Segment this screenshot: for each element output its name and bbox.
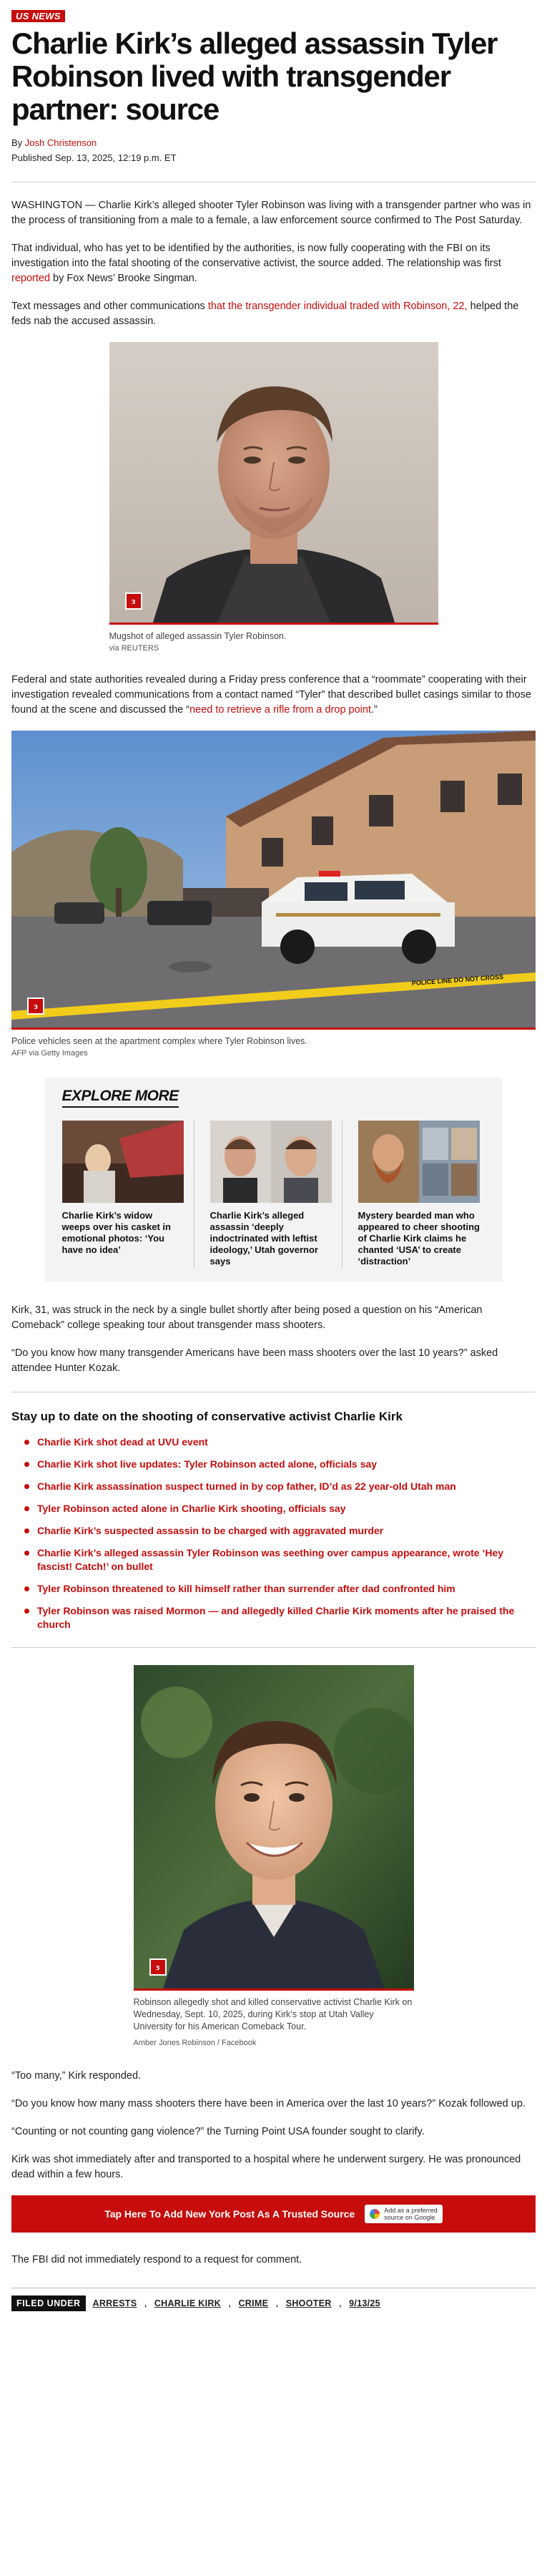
explore-card[interactable] <box>210 1121 343 1267</box>
paragraph: Kirk was shot immediately after and transported to a hospital where he underwent surgery. He was pronounced dead within a few hours. <box>11 2154 521 2180</box>
section-tag[interactable]: US NEWS <box>11 10 65 22</box>
update-link[interactable]: Charlie Kirk’s suspected assassin to be charged with aggravated murder <box>24 1524 536 1538</box>
author-link[interactable]: Josh Christenson <box>24 137 97 148</box>
paragraph: “Do you know how many transgender Americans have been mass shooters over the last 10 years?” asked attendee Hunter Kozak. <box>11 1347 498 1374</box>
inline-link[interactable]: need to retrieve a rifle from a drop point <box>189 704 371 716</box>
paragraph <box>11 241 536 286</box>
filed-under-label: FILED UNDER <box>11 2296 86 2311</box>
photo-credit: AFP via Getty Images <box>11 1049 88 1058</box>
published-date: Published Sep. 13, 2025, 12:19 p.m. ET <box>11 152 177 163</box>
headline: Charlie Kirk’s alleged assassin Tyler Robinson lived with transgender partner: source <box>11 26 498 126</box>
explore-card[interactable] <box>358 1121 486 1267</box>
live-updates-title: Stay up to date on the shooting of conservative activist Charlie Kirk <box>11 1410 403 1423</box>
explore-card-title[interactable]: Charlie Kirk’s widow weeps over his casket in emotional photos: ‘You have no idea’ <box>61 1210 171 1255</box>
paragraph-text: by Fox News’ Brooke Singman. <box>50 273 197 284</box>
widow-casket-image <box>62 1121 184 1203</box>
tag-link[interactable]: CRIME <box>238 2298 269 2308</box>
paragraph: WASHINGTON — Charlie Kirk’s alleged shooter Tyler Robinson was living with a transgender partner who was in the process of transitioning from a male to a female, a law enforcement source confirmed to The Post Saturday. <box>11 200 531 226</box>
explore-more-module <box>45 1078 503 1282</box>
mugshot-photo[interactable] <box>109 342 438 625</box>
google-preferred-badge[interactable] <box>365 2205 443 2223</box>
tag-separator: , <box>275 2297 279 2309</box>
paragraph: “Counting or not counting gang violence?” the Turning Point USA founder sought to clarify. <box>11 2126 425 2137</box>
byline <box>11 137 536 148</box>
explore-more-title: EXPLORE MORE <box>62 1088 179 1108</box>
paragraph: “Do you know how many mass shooters there have been in America over the last 10 years?” Kozak followed up. <box>11 2098 526 2109</box>
inline-link[interactable]: that the transgender individual traded with Robinson, 22, <box>207 301 468 312</box>
paragraph-text: Federal and state authorities revealed during a Friday press conference that a “roommate” cooperating with their investigation revealed communications from a contact named “Tyler” that described bullet casings similar to those found at the scene and discussed the “ <box>11 674 531 716</box>
update-link[interactable]: Charlie Kirk assassination suspect turned in by cop father, ID’d as 22 year-old Utah man <box>24 1480 536 1493</box>
paragraph-text: .” <box>370 704 378 716</box>
tag-separator: , <box>228 2297 232 2309</box>
live-updates-module <box>11 1410 536 1631</box>
tag-link[interactable]: SHOOTER <box>285 2298 332 2308</box>
explore-grid <box>62 1121 486 1267</box>
update-link[interactable]: Tyler Robinson threatened to kill himself rather than surrender after dad confronted him <box>24 1582 536 1596</box>
tag-link[interactable]: CHARLIE KIRK <box>154 2298 222 2308</box>
explore-thumbnail[interactable] <box>358 1121 480 1203</box>
explore-card-title[interactable]: Mystery bearded man who appeared to cheer shooting of Charlie Kirk claims he chanted ‘USA’ to create ‘distraction’ <box>358 1210 480 1267</box>
post-logo-icon: ɜ <box>27 997 44 1015</box>
paragraph <box>11 673 536 718</box>
police-scene-image <box>11 731 536 1030</box>
explore-card[interactable] <box>62 1121 194 1267</box>
update-link[interactable]: Tyler Robinson acted alone in Charlie Kirk shooting, officials say <box>24 1502 536 1516</box>
police-photo[interactable] <box>11 731 536 1030</box>
paragraph: Kirk, 31, was struck in the neck by a single bullet shortly after being posed a question on his “American Comeback” college speaking tour about transgender mass shooters. <box>11 1304 483 1331</box>
portrait-photo[interactable] <box>134 1665 414 1991</box>
mugshot-figure <box>109 342 438 653</box>
post-logo-icon: ɜ <box>125 592 142 610</box>
paragraph <box>11 299 536 329</box>
section-divider <box>11 1647 536 1648</box>
tag-link[interactable]: 9/13/25 <box>349 2298 380 2308</box>
trusted-source-label: Tap Here To Add New York Post As A Trusted Source <box>104 2208 355 2220</box>
google-badge-text <box>384 2207 438 2221</box>
photo-caption: Robinson allegedly shot and killed conservative activist Charlie Kirk on Wednesday, Sept. 10, 2025, during Kirk’s stop at Utah Valley University for his American Comeback Tour. <box>133 1997 413 2031</box>
portrait-image <box>134 1665 414 1991</box>
post-logo-icon: ɜ <box>149 1958 167 1976</box>
mugshot-image <box>109 342 438 625</box>
portrait-figure <box>134 1665 414 2047</box>
photo-credit: Amber Jones Robinson / Facebook <box>133 2039 257 2047</box>
police-figure <box>11 731 536 1058</box>
update-link[interactable]: Charlie Kirk’s alleged assassin Tyler Robinson was seething over campus appearance, wrote ‘Hey fascist! Catch!’ on bullet <box>24 1546 536 1574</box>
photo-caption: Police vehicles seen at the apartment complex where Tyler Robinson lives. <box>11 1036 307 1046</box>
paragraph: “Too many,” Kirk responded. <box>11 2070 142 2082</box>
update-link[interactable]: Charlie Kirk shot dead at UVU event <box>24 1435 536 1449</box>
google-badge-line: Add as a preferred <box>384 2207 438 2214</box>
tag-separator: , <box>144 2297 147 2309</box>
photo-credit: via REUTERS <box>109 644 159 653</box>
live-updates-list <box>24 1435 536 1631</box>
explore-card-title[interactable]: Charlie Kirk’s alleged assassin ‘deeply indoctrinated with leftist ideology,’ Utah governor says <box>210 1210 318 1267</box>
reported-link[interactable]: reported <box>11 273 51 284</box>
update-link[interactable]: Tyler Robinson was raised Mormon — and allegedly killed Charlie Kirk moments after he praised the church <box>24 1604 536 1631</box>
assassin-photos-image <box>210 1121 332 1203</box>
explore-thumbnail[interactable] <box>210 1121 332 1203</box>
update-link[interactable]: Charlie Kirk shot live updates: Tyler Robinson acted alone, officials say <box>24 1458 536 1471</box>
paragraph-text: Text messages and other communications <box>11 301 208 312</box>
filed-under-bar <box>11 2288 536 2311</box>
paragraph-text: That individual, who has yet to be identified by the authorities, is now fully cooperating with the FBI on its investigation into the fatal shooting of the conservative activist, the source added. The relationship was first <box>11 243 501 269</box>
tag-separator: , <box>338 2297 343 2309</box>
byline-prefix: By <box>11 137 23 148</box>
police-tape-text: POLICE LINE DO NOT CROSS <box>411 973 504 987</box>
bearded-man-image <box>358 1121 480 1203</box>
google-badge-line: source on Google <box>384 2214 435 2221</box>
photo-caption: Mugshot of alleged assassin Tyler Robinson. <box>109 631 287 641</box>
trusted-source-button[interactable] <box>11 2195 536 2233</box>
google-icon <box>370 2209 380 2219</box>
explore-thumbnail[interactable] <box>62 1121 184 1203</box>
paragraph: The FBI did not immediately respond to a request for comment. <box>11 2254 302 2265</box>
tag-link[interactable]: ARRESTS <box>92 2298 137 2308</box>
paragraph-text: helped the feds nab the accused assassin. <box>11 301 519 327</box>
